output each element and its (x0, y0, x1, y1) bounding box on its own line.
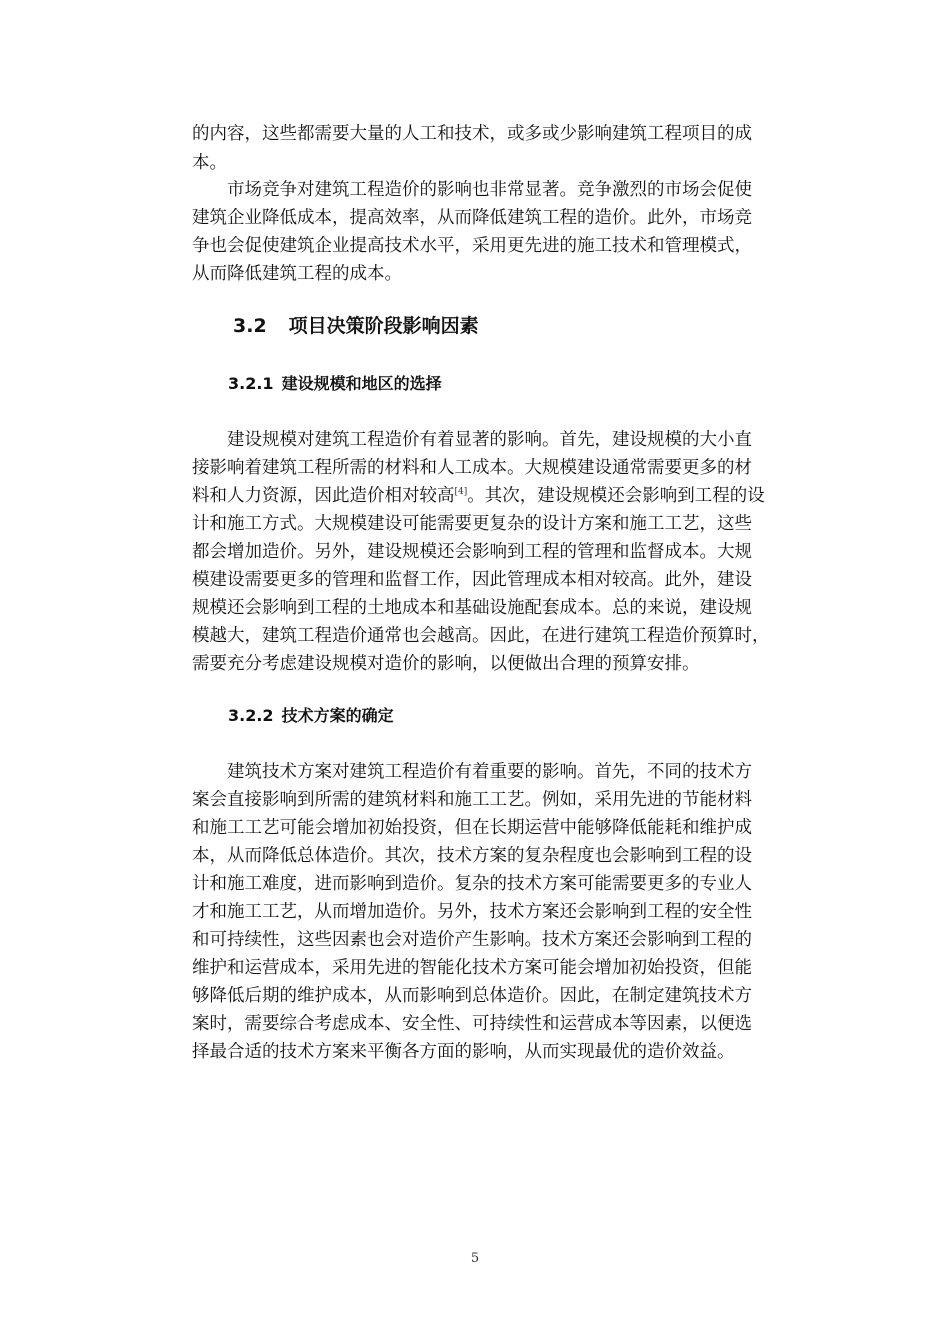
text-line: 案会直接影响到所需的建筑材料和施工工艺。例如，采用先进的节能材料 (192, 790, 752, 810)
section-heading (233, 311, 479, 341)
text-line: 规模还会影响到工程的土地成本和基础设施配套成本。总的来说，建设规 (192, 598, 752, 618)
text-line: 模建设需要更多的管理和监督工作，因此管理成本相对较高。此外，建设 (192, 570, 752, 590)
text-line: 和施工工艺可能会增加初始投资，但在长期运营中能够降低能耗和维护成 (192, 818, 752, 838)
text-line: 模越大，建筑工程造价通常也会越高。因此，在进行建筑工程造价预算时， (192, 626, 770, 646)
text-line: 市场竞争对建筑工程造价的影响也非常显著。竞争激烈的市场会促使 (192, 180, 752, 200)
text-line: 建筑技术方案对建筑工程造价有着重要的影响。首先，不同的技术方 (192, 762, 752, 782)
text-line: 够降低后期的维护成本，从而影响到总体造价。因此，在制定建筑技术方 (192, 986, 752, 1006)
subsection-heading-technical (228, 703, 394, 729)
text-line: 和可持续性，这些因素也会对造价产生影响。技术方案还会影响到工程的 (192, 930, 752, 950)
text-line-with-citation (192, 483, 765, 510)
section-title: 项目决策阶段影响因素 (288, 315, 479, 337)
section-number: 3.2 (233, 315, 267, 337)
subsection-number: 3.2.1 (228, 374, 274, 393)
text-line: 计和施工方式。大规模建设可能需要更复杂的设计方案和施工工艺，这些 (192, 514, 752, 534)
text-segment: 料和人力资源，因此造价相对较高 (192, 486, 455, 506)
text-line: 计和施工难度，进而影响到造价。复杂的技术方案可能需要更多的专业人 (192, 874, 752, 894)
page-number: 5 (470, 1251, 480, 1266)
text-line: 接影响着建筑工程所需的材料和人工成本。大规模建设通常需要更多的材 (192, 458, 752, 478)
subsection-heading-scale (228, 371, 442, 397)
text-segment: 。其次，建设规模还会影响到工程的设 (467, 486, 765, 506)
text-line: 维护和运营成本，采用先进的智能化技术方案可能会增加初始投资，但能 (192, 958, 752, 978)
text-line: 本，从而降低总体造价。其次，技术方案的复杂程度也会影响到工程的设 (192, 846, 752, 866)
text-line: 才和施工工艺，从而增加造价。另外，技术方案还会影响到工程的安全性 (192, 902, 752, 922)
citation-ref[interactable]: [4] (454, 487, 468, 497)
text-line: 择最合适的技术方案来平衡各方面的影响，从而实现最优的造价效益。 (192, 1042, 735, 1062)
text-line: 争也会促使建筑企业提高技术水平，采用更先进的施工技术和管理模式， (192, 236, 752, 256)
text-line: 需要充分考虑建设规模对造价的影响，以便做出合理的预算安排。 (192, 654, 700, 674)
subsection-title: 技术方案的确定 (281, 706, 394, 725)
text-line: 的内容，这些都需要大量的人工和技术，或多或少影响建筑工程项目的成 (192, 124, 752, 144)
text-line: 建设规模对建筑工程造价有着显著的影响。首先，建设规模的大小直 (192, 430, 752, 450)
text-line: 从而降低建筑工程的成本。 (192, 264, 402, 284)
subsection-title: 建设规模和地区的选择 (281, 374, 442, 393)
text-line: 本。 (192, 153, 227, 173)
text-line: 建筑企业降低成本，提高效率，从而降低建筑工程的造价。此外，市场竞 (192, 208, 752, 228)
text-line: 都会增加造价。另外，建设规模还会影响到工程的管理和监督成本。大规 (192, 542, 752, 562)
text-line: 案时，需要综合考虑成本、安全性、可持续性和运营成本等因素，以便选 (192, 1014, 752, 1034)
subsection-number: 3.2.2 (228, 706, 274, 725)
